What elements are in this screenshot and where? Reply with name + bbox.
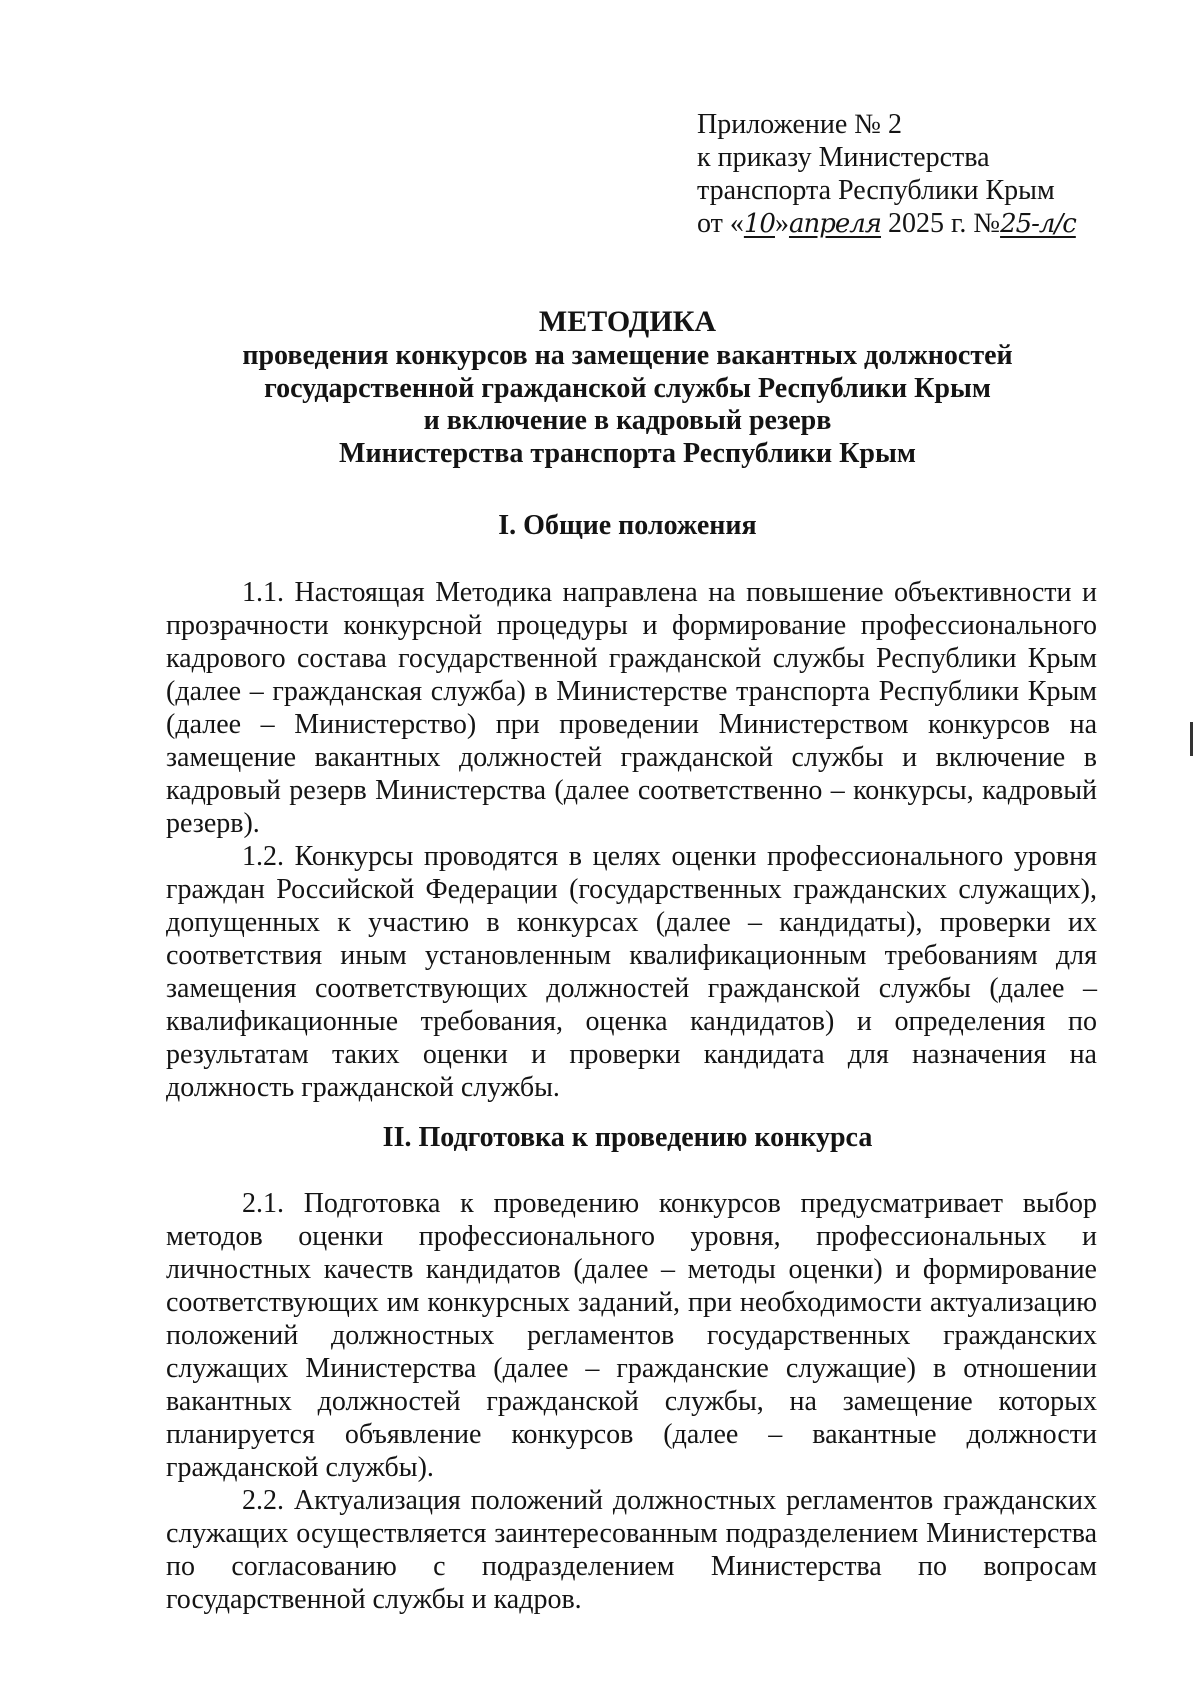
- paragraph-2-1: 2.1. Подготовка к проведению конкурсов предусматривает выбор методов оценки профессионального уровня, профессиональных и личностных качеств кандидатов (далее – методы оценки) и формирование соответствующих им конкурсных заданий, при необходимости актуализацию положений должностных регламентов государственных гражданских служащих Министерства (далее – гражданские служащие) в отношении вакантных должностей гражданской службы, на замещение которых планируется объявление конкурсов (далее – вакантные должности гражданской службы).: [166, 1188, 1097, 1483]
- annex-line-1: Приложение № 2: [697, 109, 902, 140]
- section-1-body: [166, 576, 1097, 1104]
- scan-margin-mark: [1190, 722, 1193, 756]
- section-2-heading: II. Подготовка к проведению конкурса: [382, 1122, 873, 1153]
- title-line-1: проведения конкурсов на замещение вакантных должностей: [242, 340, 1013, 371]
- annex-line-2: к приказу Министерства: [697, 142, 990, 173]
- handwritten-month: апреля: [788, 209, 882, 239]
- annex-date-line: [697, 207, 1076, 241]
- paragraph-1-1: 1.1. Настоящая Методика направлена на повышение объективности и прозрачности конкурсной процедуры и формирование профессионального кадрового состава государственной гражданской службы Республики Крым (далее – гражданская служба) в Министерстве транспорта Республики Крым (далее – Министерство) при проведении Министерством конкурсов на замещение вакантных должностей гражданской службы и включение в кадровый резерв Министерства (далее соответственно – конкурсы, кадровый резерв).: [166, 577, 1097, 839]
- title-line-4: Министерства транспорта Республики Крым: [339, 437, 916, 469]
- title-line-3: и включение в кадровый резерв: [423, 405, 832, 436]
- section-1-heading: I. Общие положения: [498, 510, 757, 541]
- annex-line-3: транспорта Республики Крым: [697, 175, 1055, 206]
- annex-date-prefix: от «: [697, 208, 744, 239]
- handwritten-number: 25-л/с: [1000, 209, 1076, 239]
- paragraph-2-2: 2.2. Актуализация положений должностных регламентов гражданских служащих осуществляется заинтересованным подразделением Министерства по согласованию с подразделением Министерства по вопросам государственной службы и кадров.: [166, 1485, 1097, 1615]
- title-line-2: государственной гражданской службы Республики Крым: [264, 372, 991, 404]
- paragraph-1-2: 1.2. Конкурсы проводятся в целях оценки профессионального уровня граждан Российской Федерации (государственных гражданских служащих), допущенных к участию в конкурсах (далее – кандидаты), проверки их соответствия иным установленным квалификационным требованиям для замещения соответствующих должностей гражданской службы (далее – квалификационные требования, оценка кандидатов) и определения по результатам таких оценки и проверки кандидата для назначения на должность гражданской службы.: [166, 841, 1097, 1103]
- title-main: МЕТОДИКА: [538, 305, 717, 338]
- section-2-body: [166, 1187, 1097, 1616]
- handwritten-day: 10: [743, 209, 775, 239]
- annex-block: [697, 108, 1076, 241]
- annex-day-close: »: [774, 208, 789, 239]
- document-title: [160, 304, 1095, 470]
- annex-year: 2025 г. №: [881, 208, 1001, 239]
